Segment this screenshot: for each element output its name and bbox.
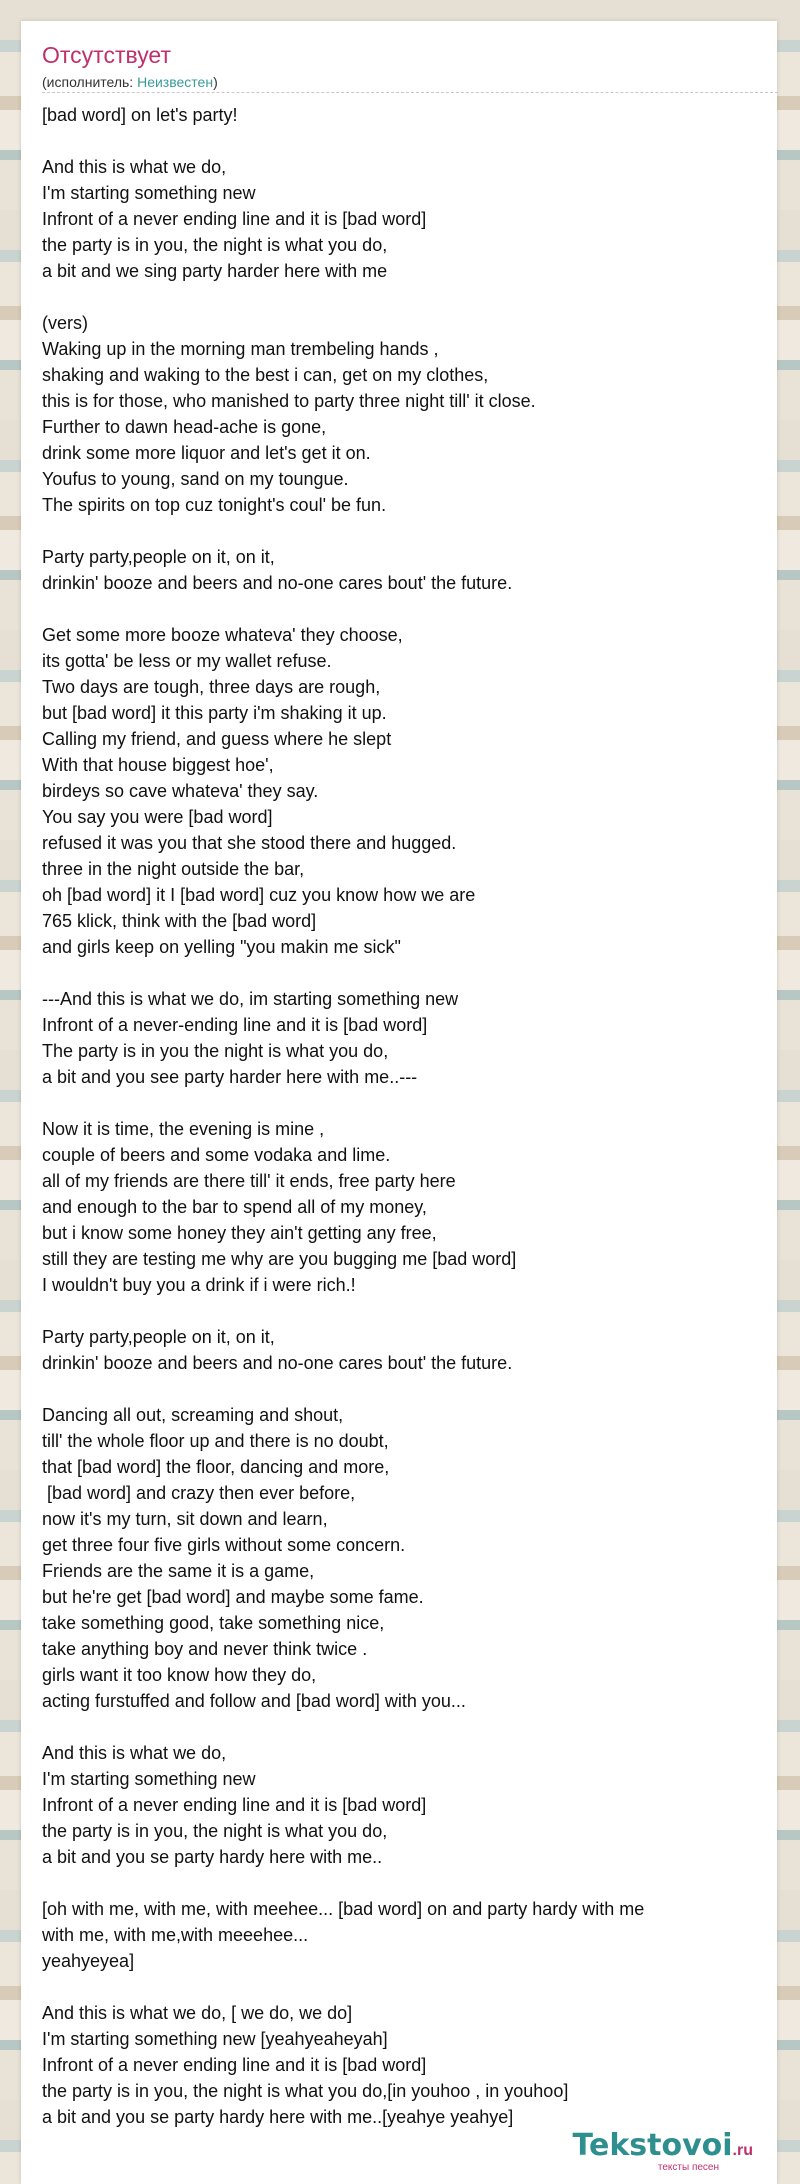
lyric-line [42,1870,762,1896]
lyric-line: Two days are tough, three days are rough, [42,677,381,697]
logo-tld: .ru [732,2142,753,2159]
logo-subtitle: тексты песен [657,2162,719,2173]
lyric-line: the party is in you, the night is what you do, [42,235,388,255]
lyric-line: but he're get [bad word] and maybe some fame. [42,1587,424,1607]
artist-prefix: (исполнитель: [42,74,138,90]
lyric-line: You say you were [bad word] [42,807,273,827]
lyric-line: but [bad word] it this party i'm shaking it up. [42,703,387,723]
lyric-line: three in the night outside the bar, [42,859,305,879]
lyric-line: The spirits on top cuz tonight's coul' be fun. [42,495,387,515]
lyric-line: take anything boy and never think twice . [42,1639,368,1659]
lyric-line: Get some more booze whateva' they choose, [42,625,403,645]
lyric-line: ---And this is what we do, im starting something new [42,989,459,1009]
lyric-line: Friends are the same it is a game, [42,1561,315,1581]
lyric-line: till' the whole floor up and there is no doubt, [42,1431,389,1451]
lyric-line: the party is in you, the night is what you do, [42,1821,388,1841]
lyric-line: now it's my turn, sit down and learn, [42,1509,328,1529]
lyric-line: Now it is time, the evening is mine , [42,1119,325,1139]
lyric-line: birdeys so cave whateva' they say. [42,781,319,801]
lyric-line [42,1298,762,1324]
lyric-line: 765 klick, think with the [bad word] [42,911,317,931]
lyric-line: Party party,people on it, on it, [42,547,275,567]
logo-text: Tekstovoi [572,2128,733,2163]
lyric-line: a bit and you se party hardy here with me.. [42,1847,383,1867]
lyric-line: And this is what we do, [42,157,227,177]
lyric-line: oh [bad word] it I [bad word] cuz you know how we are [42,885,476,905]
lyric-line: I'm starting something new [yeahyeaheyah] [42,2029,388,2049]
lyric-line: a bit and you se party hardy here with me..[yeahye yeahye] [42,2107,514,2127]
artist-line [42,73,778,93]
lyric-line: Party party,people on it, on it, [42,1327,275,1347]
lyric-line: a bit and we sing party harder here with me [42,261,388,281]
lyric-line: shaking and waking to the best i can, get on my clothes, [42,365,489,385]
lyrics-body [42,102,762,2130]
lyric-line: couple of beers and some vodaka and lime. [42,1145,391,1165]
lyric-line: still they are testing me why are you bugging me [bad word] [42,1249,517,1269]
lyric-line [42,1376,762,1402]
lyric-line: Infront of a never-ending line and it is [bad word] [42,1015,428,1035]
lyric-line: And this is what we do, [42,1743,227,1763]
lyric-line: that [bad word] the floor, dancing and more, [42,1457,390,1477]
lyric-line: [bad word] on let's party! [42,105,238,125]
lyric-line: but i know some honey they ain't getting any free, [42,1223,437,1243]
lyric-line: I wouldn't buy you a drink if i were rich.! [42,1275,356,1295]
lyric-line [42,1974,762,2000]
lyric-line [42,284,762,310]
lyric-line [42,1090,762,1116]
lyric-line: I'm starting something new [42,1769,256,1789]
song-title: Отсутствует [42,42,171,68]
lyric-line [42,518,762,544]
lyric-line [42,1714,762,1740]
lyric-line: With that house biggest hoe', [42,755,274,775]
lyrics-card [21,21,777,2184]
lyric-line: get three four five girls without some concern. [42,1535,406,1555]
lyric-line: Further to dawn head-ache is gone, [42,417,327,437]
lyric-line: Infront of a never ending line and it is [bad word] [42,1795,427,1815]
lyric-line: (vers) [42,313,88,333]
lyric-line: drink some more liquor and let's get it on. [42,443,371,463]
artist-suffix: ) [213,74,218,90]
lyric-line: and girls keep on yelling "you makin me sick" [42,937,401,957]
lyric-line: The party is in you the night is what you do, [42,1041,389,1061]
lyric-line: this is for those, who manished to party three night till' it close. [42,391,536,411]
site-logo[interactable] [573,2130,754,2174]
lyric-line: girls want it too know how they do, [42,1665,317,1685]
lyric-line: acting furstuffed and follow and [bad word] with you... [42,1691,466,1711]
lyric-line: drinkin' booze and beers and no-one cares bout' the future. [42,1353,513,1373]
lyric-line: Waking up in the morning man trembeling hands , [42,339,439,359]
artist-link[interactable]: Неизвестен [137,74,214,90]
lyric-line: Dancing all out, screaming and shout, [42,1405,344,1425]
lyric-line: and enough to the bar to spend all of my money, [42,1197,427,1217]
lyric-line: Calling my friend, and guess where he slept [42,729,392,749]
lyric-line: Infront of a never ending line and it is [bad word] [42,2055,427,2075]
lyric-line: refused it was you that she stood there and hugged. [42,833,457,853]
lyric-line: [oh with me, with me, with meehee... [bad word] on and party hardy with me [42,1899,645,1919]
lyric-line [42,960,762,986]
lyric-line: a bit and you see party harder here with me..--- [42,1067,418,1087]
lyric-line: [bad word] and crazy then ever before, [42,1483,356,1503]
lyric-line: Youfus to young, sand on my toungue. [42,469,349,489]
lyric-line: with me, with me,with meeehee... [42,1925,309,1945]
lyric-line: yeahyeyea] [42,1951,135,1971]
lyric-line [42,128,762,154]
lyric-line: Infront of a never ending line and it is [bad word] [42,209,427,229]
lyric-line: drinkin' booze and beers and no-one cares bout' the future. [42,573,513,593]
lyric-line: its gotta' be less or my wallet refuse. [42,651,332,671]
lyric-line: the party is in you, the night is what you do,[in youhoo , in youhoo] [42,2081,569,2101]
lyric-line: And this is what we do, [ we do, we do] [42,2003,353,2023]
lyric-line: I'm starting something new [42,183,256,203]
lyric-line [42,596,762,622]
lyric-line: take something good, take something nice, [42,1613,385,1633]
lyric-line: all of my friends are there till' it ends, free party here [42,1171,456,1191]
